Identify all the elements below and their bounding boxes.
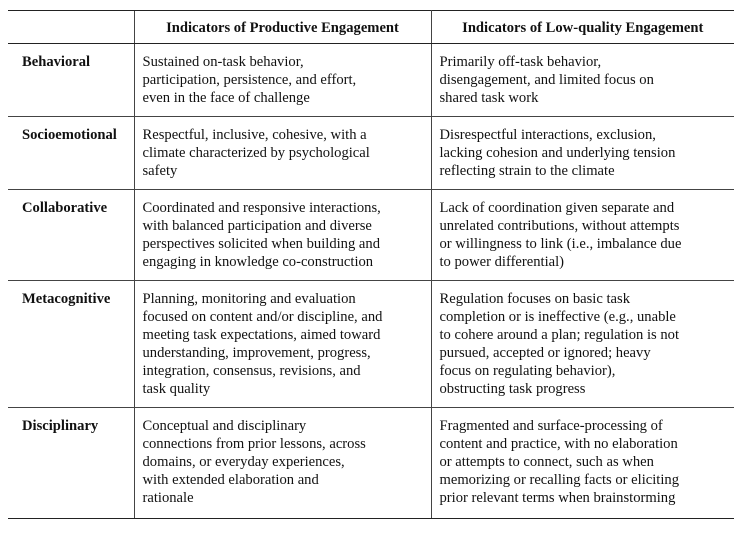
header-dimension [8,11,134,44]
productive-indicator: Coordinated and responsive interactions, with balanced participation and diverse perspectives solicited when building and engaging in knowledge co-construction [142,200,381,270]
low-quality-indicator: Lack of coordination given separate and unrelated contributions, without attempts or willingness to link (i.e., imbalance due to power differential) [439,200,682,270]
dimension-label: Behavioral [22,54,91,70]
productive-indicator: Sustained on-task behavior, participation, persistence, and effort, even in the face of challenge [142,54,357,106]
dimension-label: Collaborative [22,200,108,216]
table-header-row [8,11,734,44]
table-row-socioemotional [8,117,734,190]
dimension-label: Metacognitive [22,291,111,307]
table-row-collaborative [8,190,734,281]
low-quality-indicator: Disrespectful interactions, exclusion, lacking cohesion and underlying tension reflecting strain to the climate [439,127,676,179]
low-quality-indicator: Fragmented and surface-processing of content and practice, with no elaboration or attempts to connect, such as when memorizing or recalling facts or eliciting prior relevant terms when brainstorming [439,418,679,506]
header-low-quality-engagement: Indicators of Low-quality Engagement [431,11,734,44]
table-row-behavioral [8,44,734,117]
table-row-disciplinary [8,408,734,519]
table-row-metacognitive [8,281,734,408]
dimension-label: Socioemotional [22,127,117,143]
productive-indicator: Conceptual and disciplinary connections from prior lessons, across domains, or everyday experiences, with extended elaboration and rationale [142,418,366,506]
header-productive-engagement: Indicators of Productive Engagement [134,11,431,44]
productive-indicator: Respectful, inclusive, cohesive, with a climate characterized by psychological safety [142,127,370,179]
low-quality-indicator: Primarily off-task behavior, disengagement, and limited focus on shared task work [439,54,654,106]
low-quality-indicator: Regulation focuses on basic task completion or is ineffective (e.g., unable to cohere around a plan; regulation is not pursued, accepted or ignored; heavy focus on regulating behavior), obstructing task progress [439,291,680,397]
productive-indicator: Planning, monitoring and evaluation focused on content and/or discipline, and meeting task expectations, aimed toward understanding, improvement, progress, integration, consensus, revisions, and task quality [142,291,383,397]
dimension-label: Disciplinary [22,418,99,434]
engagement-indicators-table [8,10,734,519]
